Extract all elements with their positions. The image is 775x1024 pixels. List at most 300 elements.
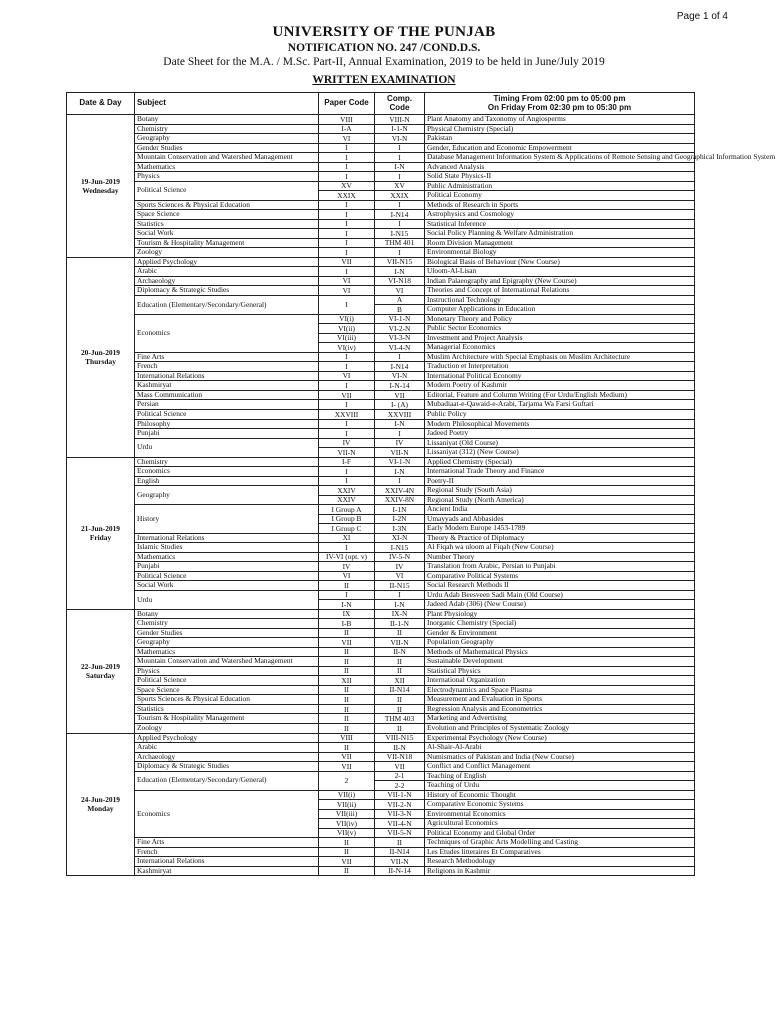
table-row xyxy=(67,115,695,125)
subject-cell: Tourism & Hospitality Management xyxy=(135,238,319,248)
paper-title-cell: Mubadiaat-e-Qawaid-e-Arabi, Tarjama Wa Farsi Guftari xyxy=(425,400,695,410)
paper-code-cell: I xyxy=(319,429,375,439)
exam-day: Friday xyxy=(89,533,112,543)
comp-code-cell: IV xyxy=(375,438,425,448)
table-row xyxy=(67,429,695,439)
comp-code-cell: II xyxy=(375,666,425,676)
paper-title-cell: Biological Basis of Behaviour (New Course) xyxy=(425,257,695,267)
subject-cell: Arabic xyxy=(135,267,319,277)
subject-cell: Zoology xyxy=(135,248,319,258)
paper-code-cell: VII xyxy=(319,638,375,648)
comp-code-cell: A xyxy=(375,295,425,305)
paper-code-cell: IX xyxy=(319,609,375,619)
paper-title-cell: Investment and Project Analysis xyxy=(425,333,695,343)
comp-code-cell: II xyxy=(375,838,425,848)
paper-title-cell: Ancient India xyxy=(425,505,695,515)
table-row xyxy=(67,134,695,144)
exam-date: 19-Jun-2019 xyxy=(80,176,120,186)
page-number: Page 1 of 4 xyxy=(676,11,728,22)
paper-code-cell: I xyxy=(319,143,375,153)
header-subject: Subject xyxy=(135,93,319,115)
comp-code-cell: I-N xyxy=(375,467,425,477)
paper-title-cell: International Trade Theory and Finance xyxy=(425,467,695,477)
comp-code-cell: I-1-N xyxy=(375,124,425,134)
paper-code-cell: VII(v) xyxy=(319,828,375,838)
table-row xyxy=(67,638,695,648)
paper-code-cell: I xyxy=(319,362,375,372)
paper-title-cell: Methods of Mathematical Physics xyxy=(425,647,695,657)
subject-cell: Diplomacy & Strategic Studies xyxy=(135,286,319,296)
comp-code-cell: I xyxy=(375,153,425,163)
subject-cell: Mathematics xyxy=(135,552,319,562)
paper-code-cell: VI(ii) xyxy=(319,324,375,334)
paper-title-cell: Environmental Biology xyxy=(425,248,695,258)
paper-code-cell: II xyxy=(319,724,375,734)
paper-code-cell: VII(iii) xyxy=(319,809,375,819)
paper-code-cell: VII xyxy=(319,762,375,772)
paper-code-cell: I xyxy=(319,590,375,600)
subject-cell: Botany xyxy=(135,115,319,125)
table-row xyxy=(67,438,695,448)
subject-cell: Applied Psychology xyxy=(135,733,319,743)
paper-code-cell: VIII xyxy=(319,733,375,743)
subject-cell: Urdu xyxy=(135,590,319,609)
subject-cell: Sports Sciences & Physical Education xyxy=(135,695,319,705)
paper-title-cell: Comparative Political Systems xyxy=(425,571,695,581)
paper-title-cell: Plant Anatomy and Taxonomy of Angiosperms xyxy=(425,115,695,125)
subject-cell: Geography xyxy=(135,638,319,648)
comp-code-cell: I xyxy=(375,143,425,153)
comp-code-cell: VI xyxy=(375,571,425,581)
subject-cell: Archaeology xyxy=(135,276,319,286)
subject-cell: English xyxy=(135,476,319,486)
subject-cell: Statistics xyxy=(135,219,319,229)
comp-code-cell: VIII-N15 xyxy=(375,733,425,743)
subject-cell: Education (Elementary/Secondary/General) xyxy=(135,771,319,790)
exam-type-heading: WRITTEN EXAMINATION xyxy=(312,74,456,86)
paper-title-cell: Jadeed Poetry xyxy=(425,429,695,439)
paper-code-cell: XI xyxy=(319,533,375,543)
subject-cell: Chemistry xyxy=(135,619,319,629)
comp-code-cell: VII-3-N xyxy=(375,809,425,819)
comp-code-cell: I-3N xyxy=(375,524,425,534)
paper-title-cell: Techniques of Graphic Arts Modelling and Casting xyxy=(425,838,695,848)
paper-title-cell: Population Geography xyxy=(425,638,695,648)
table-row xyxy=(67,552,695,562)
exam-day: Monday xyxy=(87,804,114,814)
comp-code-cell: VII-N18 xyxy=(375,752,425,762)
paper-code-cell: VI xyxy=(319,571,375,581)
table-row xyxy=(67,543,695,553)
comp-code-cell: XXIV-4N xyxy=(375,486,425,496)
paper-code-cell: I xyxy=(319,543,375,553)
paper-code-cell: I-N xyxy=(319,600,375,610)
paper-code-cell: II xyxy=(319,657,375,667)
paper-code-cell: XXIV xyxy=(319,495,375,505)
paper-title-cell: Monetary Theory and Policy xyxy=(425,314,695,324)
comp-code-cell: THM 403 xyxy=(375,714,425,724)
paper-title-cell: Teaching of Urdu xyxy=(425,781,695,791)
paper-code-cell: VII xyxy=(319,857,375,867)
paper-title-cell: Lissaniyat (Old Course) xyxy=(425,438,695,448)
paper-title-cell: Environmental Economics xyxy=(425,809,695,819)
paper-title-cell: Muslim Architecture with Special Emphasis on Muslim Architecture xyxy=(425,352,695,362)
comp-code-cell: VII xyxy=(375,390,425,400)
subject-cell: Economics xyxy=(135,467,319,477)
date-sheet-table xyxy=(66,92,775,876)
subject-cell: Statistics xyxy=(135,704,319,714)
paper-code-cell: I-B xyxy=(319,619,375,629)
paper-title-cell: Sustainable Development xyxy=(425,657,695,667)
paper-code-cell: XXIX xyxy=(319,191,375,201)
paper-title-cell: Instructional Technology xyxy=(425,295,695,305)
subject-cell: Economics xyxy=(135,790,319,838)
table-row xyxy=(67,790,695,800)
subject-cell: Mass Communication xyxy=(135,390,319,400)
table-row xyxy=(67,162,695,172)
comp-code-cell: VI-2-N xyxy=(375,324,425,334)
table-row xyxy=(67,419,695,429)
subject-cell: Tourism & Hospitality Management xyxy=(135,714,319,724)
header-comp-code: Comp. Code xyxy=(375,93,425,115)
paper-code-cell: IV xyxy=(319,438,375,448)
comp-code-cell: THM 401 xyxy=(375,238,425,248)
subject-cell: Urdu xyxy=(135,438,319,457)
exam-date: 24-Jun-2019 xyxy=(80,795,120,805)
paper-code-cell: II xyxy=(319,704,375,714)
comp-code-cell: XV xyxy=(375,181,425,191)
paper-title-cell: Statistical Inference xyxy=(425,219,695,229)
paper-title-cell: Conflict and Conflict Management xyxy=(425,762,695,772)
paper-code-cell: VI(iii) xyxy=(319,333,375,343)
subject-cell: Political Science xyxy=(135,676,319,686)
header-paper-code: Paper Code xyxy=(319,93,375,115)
paper-code-cell: XII xyxy=(319,676,375,686)
header-timing-weekday: Timing From 02:00 pm to 05:00 pm xyxy=(493,94,626,104)
paper-title-cell: Regional Study (South Asia) xyxy=(425,486,695,496)
paper-title-cell: Translation from Arabic, Persian to Punjabi xyxy=(425,562,695,572)
table-row xyxy=(67,352,695,362)
paper-code-cell: VI xyxy=(319,371,375,381)
subject-cell: Political Science xyxy=(135,571,319,581)
paper-code-cell: VII-N xyxy=(319,448,375,458)
exam-date: 22-Jun-2019 xyxy=(80,661,120,671)
exam-day: Wednesday xyxy=(82,185,119,195)
subject-cell: Political Science xyxy=(135,181,319,200)
subject-cell: French xyxy=(135,362,319,372)
comp-code-cell: XII xyxy=(375,676,425,686)
paper-title-cell: Social Policy Planning & Welfare Administration xyxy=(425,229,695,239)
paper-code-cell: VIII xyxy=(319,115,375,125)
paper-code-cell: I xyxy=(319,172,375,182)
table-row xyxy=(67,314,695,324)
table-row xyxy=(67,743,695,753)
comp-code-cell: 2-1 xyxy=(375,771,425,781)
paper-title-cell: History of Economic Thought xyxy=(425,790,695,800)
table-row xyxy=(67,362,695,372)
table-row xyxy=(67,505,695,515)
paper-code-cell: I xyxy=(319,229,375,239)
comp-code-cell: VIII-N xyxy=(375,115,425,125)
paper-code-cell: I xyxy=(319,248,375,258)
table-row xyxy=(67,619,695,629)
subject-cell: Social Work xyxy=(135,581,319,591)
paper-title-cell: Methods of Research in Sports xyxy=(425,200,695,210)
comp-code-cell: I-N15 xyxy=(375,229,425,239)
paper-title-cell: Gender, Education and Economic Empowerment xyxy=(425,143,695,153)
paper-code-cell: IV-VI (opt. v) xyxy=(319,552,375,562)
comp-code-cell: I-N xyxy=(375,162,425,172)
paper-code-cell: VI xyxy=(319,276,375,286)
comp-code-cell: I-N-14 xyxy=(375,381,425,391)
comp-code-cell: I-2N xyxy=(375,514,425,524)
subject-cell: Sports Sciences & Physical Education xyxy=(135,200,319,210)
subject-cell: Geography xyxy=(135,134,319,144)
paper-title-cell: Editorial, Feature and Column Writing (For Urdu/English Medium) xyxy=(425,390,695,400)
paper-code-cell: II xyxy=(319,838,375,848)
comp-code-cell: VI-3-N xyxy=(375,333,425,343)
paper-title-cell: Plant Physiology xyxy=(425,609,695,619)
subject-cell: Geography xyxy=(135,486,319,505)
paper-title-cell: Numismatics of Pakistan and India (New Course) xyxy=(425,752,695,762)
subject-cell: Diplomacy & Strategic Studies xyxy=(135,762,319,772)
paper-code-cell: I xyxy=(319,381,375,391)
paper-code-cell: I xyxy=(319,162,375,172)
paper-title-cell: Pakistan xyxy=(425,134,695,144)
comp-code-cell: VII-N xyxy=(375,448,425,458)
table-row xyxy=(67,181,695,191)
subject-cell: Kashmiryat xyxy=(135,866,319,876)
paper-title-cell: Les Etudes litteraires Et Comparatives xyxy=(425,847,695,857)
table-row xyxy=(67,581,695,591)
paper-title-cell: Indian Palaeography and Epigraphy (New Course) xyxy=(425,276,695,286)
subject-cell: Education (Elementary/Secondary/General) xyxy=(135,295,319,314)
paper-title-cell: Regression Analysis and Econometrics xyxy=(425,704,695,714)
paper-title-cell: Social Research Methods II xyxy=(425,581,695,591)
subject-cell: Zoology xyxy=(135,724,319,734)
subject-cell: Gender Studies xyxy=(135,143,319,153)
paper-title-cell: Urdu Adab Beesveen Sadi Main (Old Course) xyxy=(425,590,695,600)
comp-code-cell: I-N xyxy=(375,419,425,429)
table-row xyxy=(67,172,695,182)
table-row xyxy=(67,229,695,239)
table-row xyxy=(67,248,695,258)
paper-code-cell: II xyxy=(319,714,375,724)
comp-code-cell: VII-N xyxy=(375,638,425,648)
subject-cell: Chemistry xyxy=(135,457,319,467)
paper-code-cell: I-A xyxy=(319,124,375,134)
comp-code-cell: VI-1-N xyxy=(375,314,425,324)
paper-title-cell: Comparative Economic Systems xyxy=(425,800,695,810)
paper-code-cell: VII(iv) xyxy=(319,819,375,829)
exam-date-cell xyxy=(67,733,135,876)
subject-cell: History xyxy=(135,505,319,534)
paper-code-cell: I xyxy=(319,467,375,477)
paper-code-cell: VII xyxy=(319,257,375,267)
table-row xyxy=(67,486,695,496)
comp-code-cell: B xyxy=(375,305,425,315)
exam-date-cell xyxy=(67,115,135,258)
comp-code-cell: II-N-14 xyxy=(375,866,425,876)
comp-code-cell: VII-4-N xyxy=(375,819,425,829)
paper-title-cell: Public Administration xyxy=(425,181,695,191)
paper-title-cell: Theories and Concept of International Relations xyxy=(425,286,695,296)
comp-code-cell: I-N xyxy=(375,600,425,610)
table-row xyxy=(67,866,695,876)
subject-cell: International Relations xyxy=(135,371,319,381)
subject-cell: Physics xyxy=(135,666,319,676)
paper-title-cell: Gender & Environment xyxy=(425,628,695,638)
paper-title-cell: Public Sector Economics xyxy=(425,324,695,334)
subject-cell: Chemistry xyxy=(135,124,319,134)
comp-code-cell: VI xyxy=(375,286,425,296)
paper-code-cell: II xyxy=(319,581,375,591)
paper-code-cell: I xyxy=(319,419,375,429)
paper-title-cell: Al Fiqah wa uloom al Fiqah (New Course) xyxy=(425,543,695,553)
paper-code-cell: XV xyxy=(319,181,375,191)
paper-code-cell: I xyxy=(319,219,375,229)
paper-title-cell: Teaching of English xyxy=(425,771,695,781)
exam-date-cell xyxy=(67,457,135,609)
comp-code-cell: II xyxy=(375,695,425,705)
paper-code-cell: I Group C xyxy=(319,524,375,534)
paper-code-cell: VII xyxy=(319,752,375,762)
paper-title-cell: Computer Applications in Education xyxy=(425,305,695,315)
table-row xyxy=(67,295,695,305)
comp-code-cell: II xyxy=(375,657,425,667)
paper-title-cell: Modern Philosophical Movements xyxy=(425,419,695,429)
paper-title-cell: Evolution and Principles of Systematic Zoology xyxy=(425,724,695,734)
paper-title-cell: International Political Economy xyxy=(425,371,695,381)
paper-title-cell: Applied Chemistry (Special) xyxy=(425,457,695,467)
paper-title-cell: Managerial Economics xyxy=(425,343,695,353)
date-sheet-description: Date Sheet for the M.A. / M.Sc. Part-II, Annual Examination, 2019 to be held in June/July 2019 xyxy=(163,56,605,68)
comp-code-cell: I-N14 xyxy=(375,210,425,220)
comp-code-cell: I xyxy=(375,352,425,362)
table-row xyxy=(67,267,695,277)
paper-code-cell: VI(i) xyxy=(319,314,375,324)
table-row xyxy=(67,733,695,743)
comp-code-cell: I-N15 xyxy=(375,543,425,553)
comp-code-cell: IV xyxy=(375,562,425,572)
paper-title-cell: Traduction et Interpretation xyxy=(425,362,695,372)
paper-title-cell: Early Modern Europe 1453-1789 xyxy=(425,524,695,534)
paper-title-cell: Solid State Physics-II xyxy=(425,172,695,182)
table-row xyxy=(67,210,695,220)
university-title: UNIVERSITY OF THE PUNJAB xyxy=(272,24,496,40)
comp-code-cell: I xyxy=(375,248,425,258)
paper-title-cell: Theory & Practice of Diplomacy xyxy=(425,533,695,543)
subject-cell: Mountain Conservation and Watershed Management xyxy=(135,657,319,667)
paper-code-cell: II xyxy=(319,685,375,695)
subject-cell: Space Science xyxy=(135,210,319,220)
paper-code-cell: I xyxy=(319,295,375,314)
subject-cell: Fine Arts xyxy=(135,352,319,362)
table-row xyxy=(67,657,695,667)
table-row xyxy=(67,257,695,267)
comp-code-cell: II xyxy=(375,704,425,714)
table-row xyxy=(67,724,695,734)
comp-code-cell: I-N xyxy=(375,267,425,277)
paper-title-cell: Number Theory xyxy=(425,552,695,562)
comp-code-cell: XXIV-8N xyxy=(375,495,425,505)
paper-title-cell: Public Policy xyxy=(425,409,695,419)
paper-code-cell: I xyxy=(319,476,375,486)
paper-code-cell: I xyxy=(319,200,375,210)
paper-code-cell: I xyxy=(319,153,375,163)
paper-code-cell: VII(ii) xyxy=(319,800,375,810)
paper-title-cell: Agricultural Economics xyxy=(425,819,695,829)
exam-day: Thursday xyxy=(85,357,116,367)
comp-code-cell: I-N14 xyxy=(375,362,425,372)
paper-title-cell: Advanced Analysis xyxy=(425,162,695,172)
notification-number: NOTIFICATION NO. 247 /COND.D.S. xyxy=(287,42,481,54)
comp-code-cell: VII-5-N xyxy=(375,828,425,838)
subject-cell: Arabic xyxy=(135,743,319,753)
comp-code-cell: II-N14 xyxy=(375,847,425,857)
comp-code-cell: VII xyxy=(375,762,425,772)
comp-code-cell: VII-1-N xyxy=(375,790,425,800)
subject-cell: Space Science xyxy=(135,685,319,695)
paper-code-cell: VII xyxy=(319,390,375,400)
paper-title-cell: Database Management Information System & Applications of Remote Sensing and Geographical Information System xyxy=(425,153,695,163)
paper-code-cell: II xyxy=(319,866,375,876)
table-body xyxy=(67,114,775,876)
paper-code-cell: I Group A xyxy=(319,505,375,515)
subject-cell: Applied Psychology xyxy=(135,257,319,267)
paper-code-cell: II xyxy=(319,695,375,705)
comp-code-cell: II xyxy=(375,628,425,638)
subject-cell: Botany xyxy=(135,609,319,619)
paper-code-cell: VI xyxy=(319,286,375,296)
paper-code-cell: I xyxy=(319,238,375,248)
paper-title-cell: Experimental Psychology (New Course) xyxy=(425,733,695,743)
comp-code-cell: VI-N xyxy=(375,371,425,381)
comp-code-cell: I xyxy=(375,476,425,486)
table-row xyxy=(67,476,695,486)
comp-code-cell: XXVIII xyxy=(375,409,425,419)
paper-title-cell: Political Economy xyxy=(425,191,695,201)
table-row xyxy=(67,857,695,867)
subject-cell: Mountain Conservation and Watershed Management xyxy=(135,153,319,163)
paper-code-cell: II xyxy=(319,647,375,657)
comp-code-cell: VII-2-N xyxy=(375,800,425,810)
subject-cell: Social Work xyxy=(135,229,319,239)
subject-cell: French xyxy=(135,847,319,857)
header-date-day: Date & Day xyxy=(67,93,135,115)
comp-code-cell: I-1N xyxy=(375,505,425,515)
comp-code-cell: I- (A) xyxy=(375,400,425,410)
table-row xyxy=(67,838,695,848)
subject-cell: Punjabi xyxy=(135,429,319,439)
comp-code-cell: XI-N xyxy=(375,533,425,543)
subject-cell: Gender Studies xyxy=(135,628,319,638)
paper-code-cell: XXVIII xyxy=(319,409,375,419)
exam-date-cell xyxy=(67,609,135,733)
comp-code-cell: II-N14 xyxy=(375,685,425,695)
subject-cell: Islamic Studies xyxy=(135,543,319,553)
paper-code-cell: II xyxy=(319,743,375,753)
paper-code-cell: II xyxy=(319,666,375,676)
subject-cell: Mathematics xyxy=(135,647,319,657)
comp-code-cell: I xyxy=(375,200,425,210)
paper-title-cell: Inorganic Chemistry (Special) xyxy=(425,619,695,629)
paper-code-cell: XXIV xyxy=(319,486,375,496)
paper-title-cell: Political Economy and Global Order xyxy=(425,828,695,838)
paper-title-cell: Uloom-Al-Lisan xyxy=(425,267,695,277)
table-header-row xyxy=(67,93,695,115)
paper-title-cell: Astrophysics and Cosmology xyxy=(425,210,695,220)
